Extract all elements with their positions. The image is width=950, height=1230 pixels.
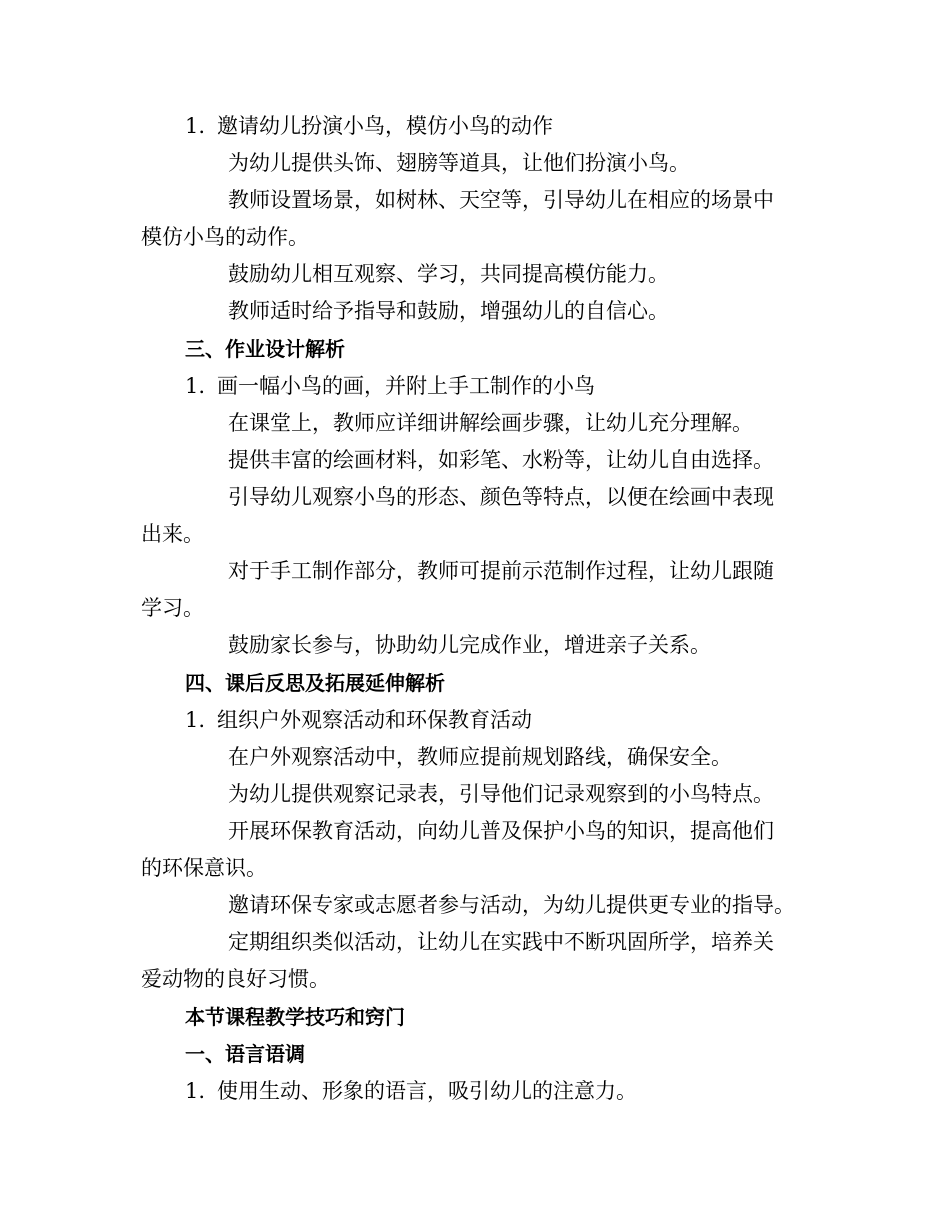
paragraph-continuation: 爱动物的良好习惯。 [141,967,330,991]
list-number: 1. [185,1079,206,1103]
tips-heading: 本节课程教学技巧和窍门 [185,1005,405,1029]
paragraph: 引导幼儿观察小鸟的形态、颜色等特点，以便在绘画中表现 [228,485,774,509]
paragraph: 鼓励家长参与，协助幼儿完成作业，增进亲子关系。 [228,633,711,657]
list-number: 1. [185,114,206,138]
paragraph: 开展环保教育活动，向幼儿普及保护小鸟的知识，提高他们 [228,819,774,843]
list-item-heading [0,371,950,401]
list-number: 1. [185,708,206,732]
paragraph-continuation: 的环保意识。 [141,856,267,880]
list-item-title: 使用生动、形象的语言，吸引幼儿的注意力。 [217,1079,637,1103]
paragraph: 为幼儿提供观察记录表，引导他们记录观察到的小鸟特点。 [228,782,774,806]
section-heading: 三、作业设计解析 [185,337,345,361]
paragraph: 鼓励幼儿相互观察、学习，共同提高模仿能力。 [228,262,669,286]
paragraph: 邀请环保专家或志愿者参与活动，为幼儿提供更专业的指导。 [228,893,795,917]
paragraph: 教师适时给予指导和鼓励，增强幼儿的自信心。 [228,299,669,323]
paragraph-continuation: 学习。 [141,596,204,620]
paragraph: 提供丰富的绘画材料，如彩笔、水粉等，让幼儿自由选择。 [228,448,774,472]
section-heading: 一、语言语调 [185,1042,305,1066]
list-item-title: 组织户外观察活动和环保教育活动 [217,708,532,732]
list-item-title: 邀请幼儿扮演小鸟，模仿小鸟的动作 [217,114,553,138]
list-item-heading [0,705,950,735]
paragraph: 在课堂上，教师应详细讲解绘画步骤，让幼儿充分理解。 [228,411,753,435]
paragraph: 为幼儿提供头饰、翅膀等道具，让他们扮演小鸟。 [228,151,690,175]
section-heading: 四、课后反思及拓展延伸解析 [185,671,445,695]
paragraph-continuation: 出来。 [141,522,204,546]
paragraph: 在户外观察活动中，教师应提前规划路线，确保安全。 [228,745,732,769]
list-number: 1. [185,374,206,398]
paragraph: 定期组织类似活动，让幼儿在实践中不断巩固所学，培养关 [228,930,774,954]
list-item-title: 画一幅小鸟的画，并附上手工制作的小鸟 [217,374,595,398]
paragraph: 对于手工制作部分，教师可提前示范制作过程，让幼儿跟随 [228,559,774,583]
list-item-heading [0,111,950,141]
list-item-heading [0,1076,950,1106]
paragraph-continuation: 模仿小鸟的动作。 [141,225,309,249]
paragraph: 教师设置场景，如树林、天空等，引导幼儿在相应的场景中 [228,188,774,212]
